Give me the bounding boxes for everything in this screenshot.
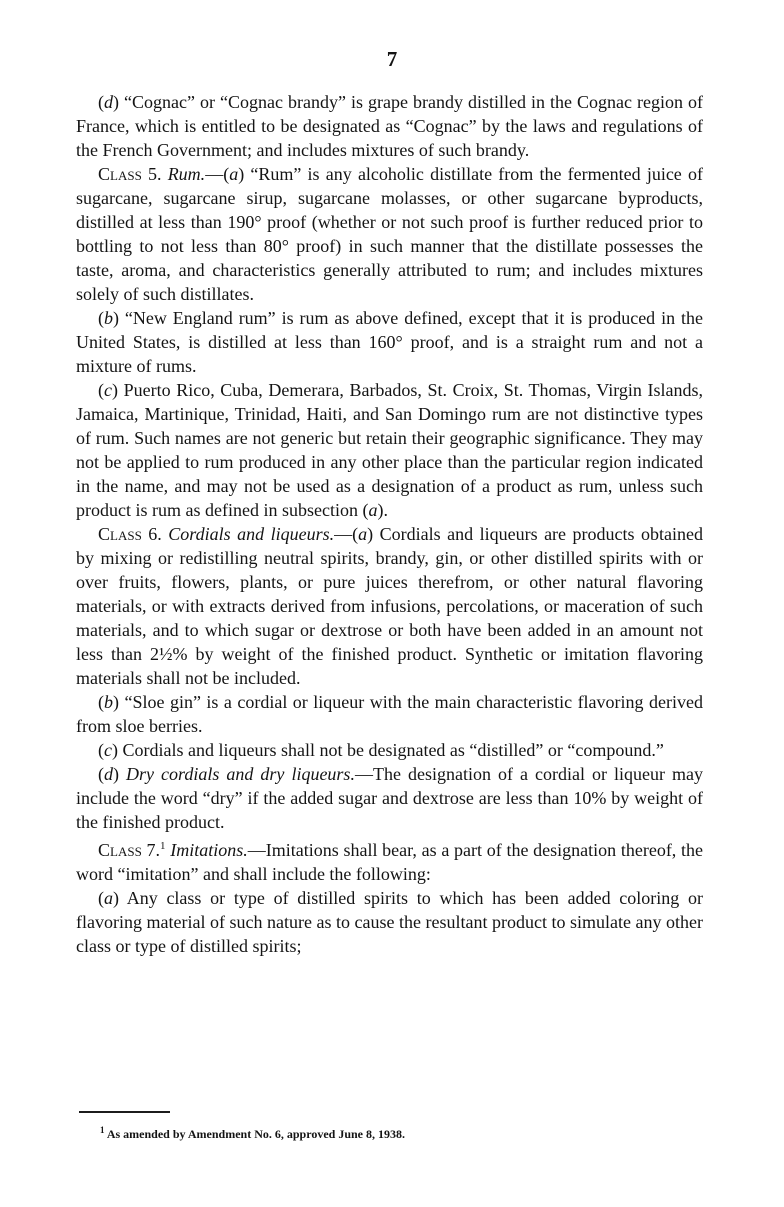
text-run: ) Cordials and liqueurs shall not be designated as “distilled” or “compound.” bbox=[112, 740, 664, 760]
text-run: ( bbox=[98, 888, 104, 908]
paragraph-b-sloe-gin bbox=[76, 690, 703, 738]
text-run: ) “Rum” is any alcoholic distillate from the fermented juice of sugarcane, sugarcane sirup, sugarcane molasses, or other sugarcane byproducts, distilled at less than 190° proof (whether or not such proof is further reduced prior to bottling to not less than 80° proof) in such manner that the distillate possesses the taste, aroma, and characteristics generally attributed to rum; and includes mixtures solely of such distillates. bbox=[76, 164, 703, 304]
text-run: Class bbox=[98, 840, 142, 860]
italic-run: a bbox=[358, 524, 368, 544]
text-run: ). bbox=[377, 500, 388, 520]
footnote-reference: 1 bbox=[160, 840, 166, 852]
italic-run: a bbox=[104, 888, 113, 908]
footnote-mark: 1 bbox=[100, 1125, 105, 1135]
paragraph-class-5 bbox=[76, 162, 703, 306]
text-run: —( bbox=[334, 524, 359, 544]
italic-run: Dry cordials and dry liqueurs. bbox=[126, 764, 355, 784]
italic-run: a bbox=[229, 164, 239, 184]
italic-run: b bbox=[104, 692, 113, 712]
text-run: Class bbox=[98, 164, 142, 184]
paragraph-a-any-class bbox=[76, 886, 703, 958]
text-run: 6. bbox=[141, 524, 169, 544]
text-run: Class bbox=[98, 524, 142, 544]
text-run: —Imitations shall bear, as a part of the designation thereof, the word “imitation” and shall include the following: bbox=[76, 840, 704, 884]
text-run: ) Puerto Rico, Cuba, Demerara, Barbados, St. Croix, St. Thomas, Virgin Islands, Jamaica, Martinique, Trinidad, Haiti, and San Domingo rum are not distinctive types of rum. Such names are not generic but retain their geographic significance. They may not be applied to rum produced in any other place than the particular region indicated in the name, and may not be used as a designation of a product as rum, unless such product is rum as defined in subsection ( bbox=[76, 380, 703, 520]
text-run: —( bbox=[205, 164, 230, 184]
text-run: ) “Sloe gin” is a cordial or liqueur with the main characteristic flavoring derived from sloe berries. bbox=[76, 692, 703, 736]
body-text bbox=[76, 90, 703, 958]
page-number: 7 bbox=[386, 47, 398, 71]
paragraph-b-new-england bbox=[76, 306, 703, 378]
text-run: ( bbox=[98, 764, 104, 784]
footnote-rule bbox=[79, 1111, 170, 1113]
text-run: ( bbox=[98, 308, 104, 328]
italic-run: a bbox=[368, 500, 378, 520]
text-run: ) Any class or type of distilled spirits to which has been added coloring or flavoring material of such nature as to cause the resultant product to simulate any other class or type of distilled spirits; bbox=[76, 888, 703, 956]
paragraph-c-cordials bbox=[76, 738, 703, 762]
text-run: ) Cordials and liqueurs are products obtained by mixing or redistilling neutral spirits, brandy, gin, or other distilled spirits with or over fruits, flowers, plants, or pure juices therefrom, or other natural flavoring materials, or with extracts derived from infusions, percolations, or maceration of such materials, and to which sugar or dextrose or both have been added in an amount not less than 2½% by weight of the finished product. Synthetic or imitation flavoring materials shall not be included. bbox=[76, 524, 703, 688]
italic-run: Imitations. bbox=[170, 840, 248, 860]
paragraph-class-7 bbox=[76, 834, 703, 886]
italic-run: b bbox=[104, 308, 113, 328]
footnote-text: As amended by Amendment No. 6, approved June 8, 1938. bbox=[106, 1127, 405, 1141]
italic-run: d bbox=[104, 92, 113, 112]
text-run: ) bbox=[113, 764, 127, 784]
italic-run: Rum. bbox=[167, 164, 206, 184]
text-run: ( bbox=[98, 692, 104, 712]
paragraph-d-dry bbox=[76, 762, 703, 834]
text-run: —The designation of a cordial or liqueur may include the word “dry” if the added sugar and dextrose are less than 10% by weight of the finished product. bbox=[76, 764, 704, 832]
text-run: 5. bbox=[141, 164, 168, 184]
paragraph-class-6 bbox=[76, 522, 703, 690]
italic-run: c bbox=[104, 380, 112, 400]
italic-run: Cordials and liqueurs. bbox=[168, 524, 335, 544]
text-run: ) “New England rum” is rum as above defined, except that it is produced in the United States, is distilled at less than 160° proof, and is a straight rum and not a mixture of rums. bbox=[76, 308, 703, 376]
text-run: ) “Cognac” or “Cognac brandy” is grape brandy distilled in the Cognac region of France, which is entitled to be designated as “Cognac” by the laws and regulations of the French Government; and includes mixtures of such brandy. bbox=[76, 92, 703, 160]
text-run: ( bbox=[98, 380, 104, 400]
paragraph-d-cognac bbox=[76, 90, 703, 162]
footnote bbox=[100, 1122, 405, 1142]
text-run: ( bbox=[98, 92, 104, 112]
text-run: ( bbox=[98, 740, 104, 760]
text-run: 7. bbox=[141, 840, 161, 860]
paragraph-c-puerto-rico bbox=[76, 378, 703, 522]
italic-run: d bbox=[104, 764, 113, 784]
italic-run: c bbox=[104, 740, 112, 760]
